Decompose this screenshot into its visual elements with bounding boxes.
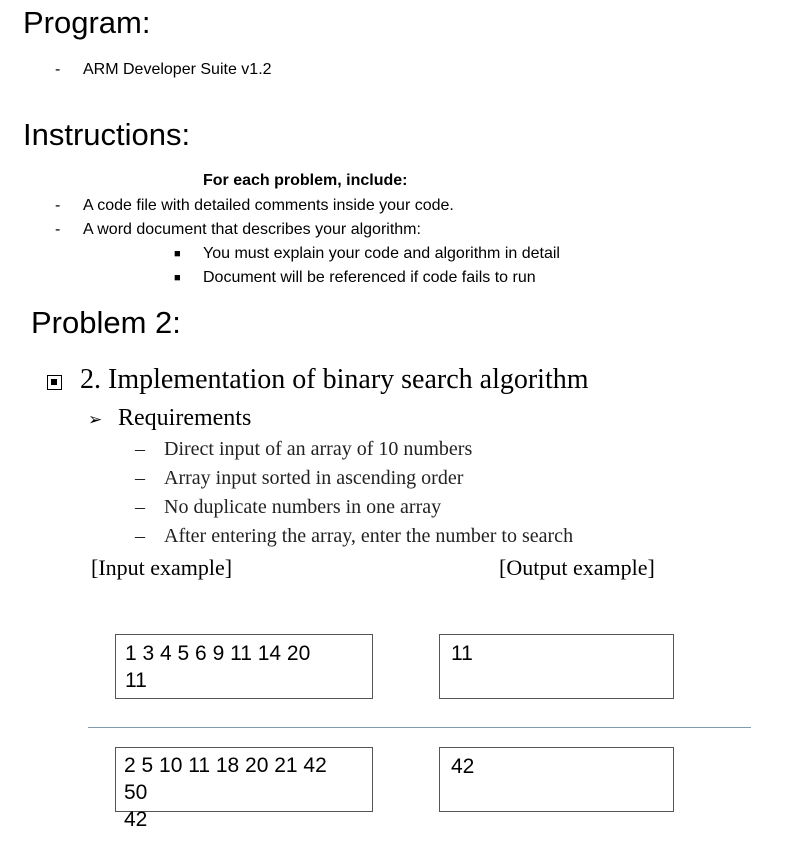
square-bullet-icon: ■	[174, 272, 181, 284]
square-bullet-icon: ■	[174, 248, 181, 260]
program-item-dash: -	[55, 61, 61, 78]
requirement-dash: –	[135, 438, 145, 460]
checkbox-bullet-icon	[47, 375, 62, 390]
instruction-subitem-text: Document will be referenced if code fails to run	[203, 269, 536, 286]
problem-heading: Problem 2:	[31, 305, 181, 340]
instruction-item-dash: -	[55, 197, 61, 214]
instruction-subitem-text: You must explain your code and algorithm in detail	[203, 245, 560, 262]
example-output-line: 42	[451, 755, 475, 778]
problem-title: 2. Implementation of binary search algorithm	[80, 364, 589, 395]
arrow-bullet-icon: ➢	[88, 410, 103, 429]
requirement-text: No duplicate numbers in one array	[164, 496, 442, 518]
example-input-box	[115, 634, 373, 699]
instruction-item-dash: -	[55, 221, 61, 238]
example-output-box	[439, 747, 674, 812]
example-input-line: 50	[124, 781, 148, 804]
separator-line	[88, 727, 751, 728]
requirement-text: After entering the array, enter the number to search	[164, 525, 574, 547]
example-input-line: 2 5 10 11 18 20 21 42	[124, 754, 327, 777]
output-example-label: [Output example]	[499, 555, 655, 580]
example-output-box	[439, 634, 674, 699]
instruction-item-text: A word document that describes your algorithm:	[83, 221, 421, 238]
requirement-dash: –	[135, 467, 145, 489]
instructions-heading: Instructions:	[23, 117, 191, 152]
requirement-text: Array input sorted in ascending order	[164, 467, 464, 489]
instructions-subheading: For each problem, include:	[203, 172, 408, 189]
requirements-label: Requirements	[118, 405, 252, 431]
input-example-label: [Input example]	[91, 555, 233, 580]
program-heading: Program:	[23, 5, 151, 40]
requirement-dash: –	[135, 525, 145, 547]
instruction-item-text: A code file with detailed comments inside your code.	[83, 197, 454, 214]
example-output-line: 11	[451, 642, 473, 665]
requirement-text: Direct input of an array of 10 numbers	[164, 438, 473, 460]
requirement-dash: –	[135, 496, 145, 518]
program-item-text: ARM Developer Suite v1.2	[83, 61, 272, 78]
example-input-line: 42	[124, 808, 148, 831]
example-input-line: 11	[125, 669, 147, 692]
example-input-line: 1 3 4 5 6 9 11 14 20	[125, 642, 311, 665]
